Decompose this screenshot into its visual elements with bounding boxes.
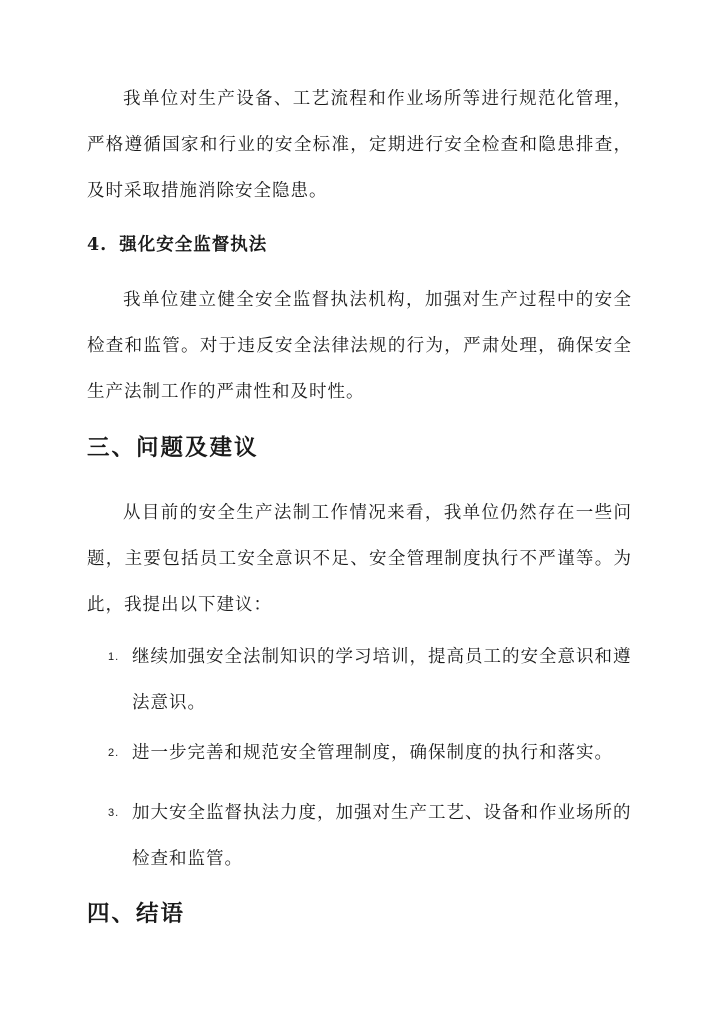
section-heading-conclusion: 四、结语 bbox=[87, 901, 186, 927]
subheading-number: 4. bbox=[87, 235, 108, 255]
list-marker: 3. bbox=[108, 807, 120, 819]
list-item-2 bbox=[108, 730, 633, 776]
paragraph-current-issues: 从目前的安全生产法制工作情况来看，我单位仍然存在一些问题，主要包括员工安全意识不足、安全管理制度执行不严谨等。为此，我提出以下建议： bbox=[87, 503, 632, 615]
list-item-text: 加大安全监督执法力度，加强对生产工艺、设备和作业场所的检查和监管。 bbox=[132, 803, 632, 869]
list-item-text: 继续加强安全法制知识的学习培训，提高员工的安全意识和遵法意识。 bbox=[132, 647, 632, 713]
list-item-3 bbox=[108, 790, 633, 882]
list-marker: 1. bbox=[108, 651, 120, 663]
list-marker: 2. bbox=[108, 747, 120, 759]
subheading-title: 强化安全监督执法 bbox=[119, 235, 268, 255]
list-item-text: 进一步完善和规范安全管理制度，确保制度的执行和落实。 bbox=[132, 743, 613, 763]
paragraph-enforcement-agency: 我单位建立健全安全监督执法机构，加强对生产过程中的安全检查和监管。对于违反安全法律法规的行为，严肃处理，确保安全生产法制工作的严肃性和及时性。 bbox=[87, 290, 632, 402]
list-item-1 bbox=[108, 634, 633, 726]
section-heading-issues-suggestions: 三、问题及建议 bbox=[87, 435, 259, 461]
subheading-strengthen-enforcement bbox=[87, 232, 267, 258]
paragraph-facility-management: 我单位对生产设备、工艺流程和作业场所等进行规范化管理，严格遵循国家和行业的安全标准，定期进行安全检查和隐患排查，及时采取措施消除安全隐患。 bbox=[87, 89, 632, 201]
